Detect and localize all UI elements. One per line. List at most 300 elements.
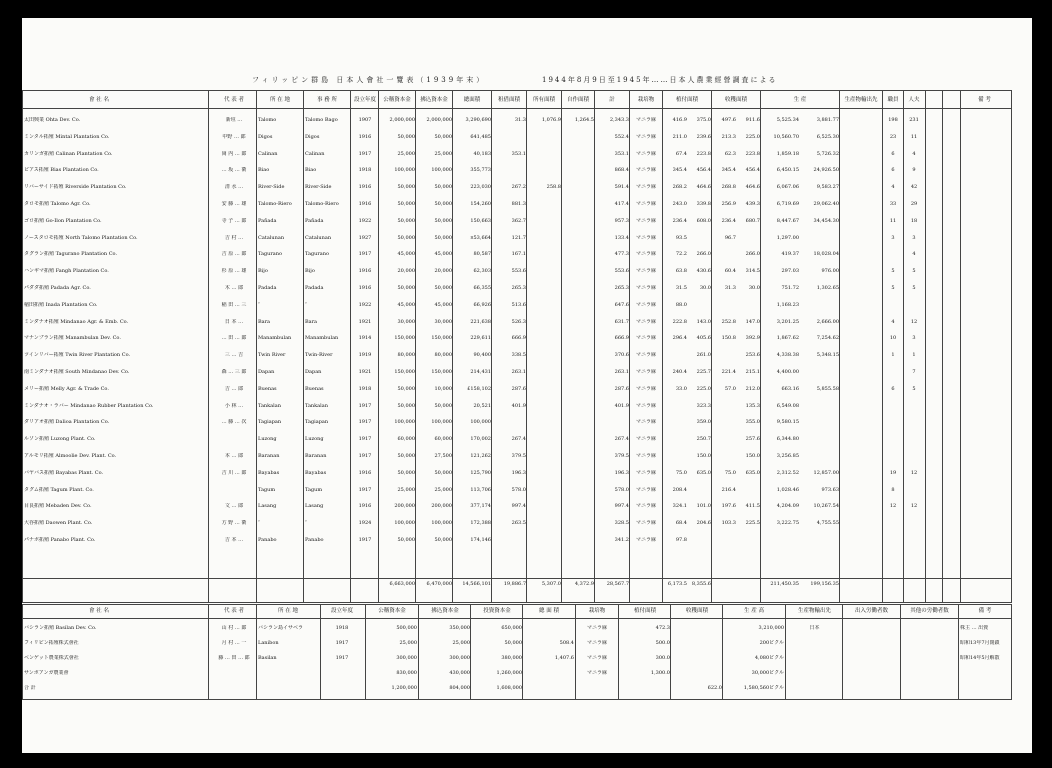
cell-area: 80,587 (473, 251, 491, 258)
table-row (22, 416, 1012, 428)
col-header-crop: 栽培物 (637, 97, 655, 103)
cell-paid: 100,000 (431, 520, 452, 527)
lower-grid-vline (958, 604, 959, 699)
cell-year: 1922 (358, 301, 372, 308)
cell-p2: 30.0 (699, 285, 711, 291)
cell-p6: 24,926.50 (813, 167, 839, 174)
lower-cell-name: 合 計 (24, 685, 36, 691)
lower-grid-vline (1011, 604, 1012, 699)
cell-p1: 208.4 (672, 486, 687, 493)
grid-vline (839, 90, 840, 602)
cell-p4: 911.6 (745, 117, 760, 123)
lower-table-row (22, 667, 1012, 679)
lower-cell-prod: 30,000ピクル (751, 670, 784, 676)
grid-vline (925, 90, 926, 602)
cell-cap: 25,000 (397, 486, 415, 493)
cell-a5: 196.3 (614, 469, 629, 476)
table-row (22, 484, 1012, 496)
grid-vline (415, 90, 416, 602)
cell-a2: 666.9 (511, 335, 526, 342)
cell-p2: 204.6 (696, 520, 711, 527)
cell-p3: 75.0 (724, 469, 736, 476)
cell-p6: 5,348.15 (816, 352, 839, 359)
cell-name: ミンダナオ拓殖 Mindanao Agr. & Emb. Co. (24, 318, 129, 325)
table-row (22, 114, 1012, 126)
cell-name: パナボ拓殖 Panabo Plant. Co. (24, 537, 96, 543)
cell-p4: 223.8 (745, 150, 760, 157)
cell-name: タロモ拓殖 Talomo Agr. Co. (24, 201, 91, 207)
cell-p4: 253.6 (745, 352, 760, 359)
cell-loc: ″ (258, 301, 260, 308)
cell-p4: 215.1 (745, 369, 760, 375)
table-row (22, 400, 1012, 412)
cell-lab: 1 (912, 352, 916, 359)
lower-table-row (22, 652, 1012, 664)
cell-paid: 80,000 (434, 352, 452, 359)
cell-a5: 552.4 (614, 133, 629, 140)
cell-lab: 7 (912, 369, 916, 375)
cell-crop: マニラ麻 (635, 520, 656, 527)
document-page (22, 18, 1032, 753)
cell-a2: 353.1 (511, 150, 526, 157)
grid-vline (711, 90, 712, 602)
cell-office: Padada (305, 285, 324, 291)
cell-cap: 100,000 (394, 520, 415, 527)
cell-a5: 265.3 (614, 285, 629, 291)
lower-cell-year: 1917 (335, 640, 349, 646)
cell-loc: ″ (258, 520, 260, 527)
grid-vline (960, 90, 961, 602)
cell-emp: 10 (889, 335, 897, 342)
cell-cap: 60,000 (397, 436, 415, 443)
lower-grid-vline (470, 604, 471, 699)
col-header-leased-land: 租借面積 (497, 97, 520, 103)
cell-lab: 42 (910, 184, 918, 191)
cell-p5: 751.72 (781, 285, 799, 291)
lower-cell-name: サンボアンガ農業會 (24, 670, 69, 676)
cell-loc: Bara (258, 318, 271, 325)
lower-cell-area: 508.4 (559, 640, 574, 646)
cell-year: 1924 (358, 520, 372, 527)
col-header-total-land: 總面積 (463, 97, 481, 103)
cell-lab: 11 (910, 133, 918, 140)
cell-office: Manambulan (305, 335, 339, 342)
cell-cap: 50,000 (397, 285, 415, 291)
cell-rep: 杉 原 … 雄 (221, 268, 247, 275)
lower-header-export: 生産物輸出先 (797, 608, 831, 614)
grid-vline (22, 90, 23, 602)
cell-area: 90,400 (473, 352, 491, 359)
cell-rep: 清 水 … (224, 184, 244, 191)
cell-year: 1917 (358, 419, 372, 426)
cell-p2: 261.0 (696, 352, 711, 359)
cell-name: 大谷拓殖 Daowen Plant. Co. (24, 520, 93, 527)
lower-header-year: 設立年度 (330, 608, 353, 614)
cell-p2: 405.6 (696, 335, 711, 342)
cell-lab: 5 (912, 268, 916, 275)
cell-p2: 608.0 (696, 217, 711, 224)
cell-crop: マニラ麻 (635, 369, 656, 375)
cell-cap: 45,000 (397, 301, 415, 308)
cell-a5: 370.6 (614, 352, 629, 359)
cell-area: 150,663 (470, 217, 491, 224)
cell-year: 1917 (358, 436, 372, 443)
col-header-representative: 代 表 者 (224, 97, 244, 103)
cell-name: 目良拓殖 Mebaden Dev. Co. (24, 503, 92, 510)
cell-a2: 287.6 (511, 385, 526, 392)
cell-a2: 167.1 (511, 251, 526, 258)
cell-rep: 方 野 … 衛 (221, 520, 247, 527)
grid-vline (303, 90, 304, 602)
lower-grid-vline (208, 604, 209, 699)
lower-cell-prod: 3,210,000 (758, 625, 784, 631)
cell-crop: マニラ麻 (635, 419, 656, 426)
cell-area: 40,183 (473, 150, 491, 157)
cell-a2: 526.3 (511, 318, 526, 325)
lower-cell-rep: 山 村 … 郎 (221, 625, 247, 631)
cell-p5: 2,312.52 (776, 469, 799, 476)
cell-lab: 29 (910, 201, 918, 207)
cell-lab: 18 (910, 217, 918, 224)
cell-lab: 3 (912, 234, 916, 241)
cell-rep: … 藤 … 次 (221, 419, 247, 426)
cell-p3: 236.4 (721, 217, 736, 224)
col-header-authorized-capital: 公稱資本金 (383, 97, 411, 103)
cell-p6: 18,028.04 (813, 251, 839, 258)
table-row (22, 265, 1012, 277)
cell-rep: 中野 … 郎 (222, 133, 246, 140)
cell-office: Talomo Bago (305, 117, 338, 123)
table-row (22, 316, 1012, 328)
cell-cap: 50,000 (397, 201, 415, 207)
totals-row (22, 578, 1012, 602)
col-header-location: 所 在 地 (270, 97, 290, 103)
total-area: 14,566,101 (462, 581, 491, 587)
cell-p4: 225.0 (745, 133, 760, 140)
cell-cap: 50,000 (397, 133, 415, 140)
cell-a2: 196.3 (511, 469, 526, 476)
lower-cell-cap: 300,000 (396, 655, 417, 661)
grid-hline (22, 90, 1012, 91)
lower-cell-remarks: 昭和13年7月閉鎖 (960, 640, 1000, 646)
cell-a5: 401.9 (614, 402, 629, 409)
cell-name: ビアス拓殖 Bias Plantation Co. (24, 167, 99, 174)
cell-paid: 50,000 (434, 285, 452, 291)
cell-office: Digos (305, 133, 320, 140)
cell-rep: 吉 川 … 郎 (221, 469, 247, 476)
cell-year: 1927 (358, 234, 372, 241)
cell-office: Luzong (305, 436, 324, 443)
cell-a5: 553.6 (614, 268, 629, 275)
cell-rep: 吉 本 … (224, 537, 244, 543)
cell-cap: 45,000 (397, 251, 415, 258)
lower-cell-paid: 300,000 (449, 655, 470, 661)
cell-rep: … 田 … 郎 (221, 335, 247, 342)
cell-p6: 29,062.40 (813, 201, 839, 207)
cell-cap: 50,000 (397, 184, 415, 191)
cell-p4: 147.0 (745, 318, 760, 325)
cell-cap: 80,000 (397, 352, 415, 359)
cell-p6: 5,855.58 (816, 385, 839, 392)
cell-loc: Tagum (258, 486, 276, 493)
lower-cell-cap: 500,000 (396, 625, 417, 631)
cell-paid: 150,000 (431, 369, 452, 375)
cell-p1: 88.0 (675, 301, 687, 308)
cell-p6: 1,302.65 (816, 285, 839, 291)
cell-lab: 231 (909, 117, 919, 123)
cell-year: 1907 (358, 117, 372, 123)
cell-paid: 27,500 (434, 453, 452, 459)
grid-vline (1011, 90, 1012, 602)
cell-area: 355,773 (470, 167, 491, 174)
cell-year: 1916 (358, 201, 372, 207)
cell-year: 1917 (358, 150, 372, 157)
lower-header-workers: 出入労働者数 (854, 608, 888, 614)
cell-a2: 267.2 (511, 184, 526, 191)
cell-p4: 314.5 (745, 268, 760, 275)
lower-header-rep: 代 表 者 (224, 608, 244, 614)
cell-p1: 63.8 (675, 268, 687, 275)
cell-area: 3,290,690 (465, 117, 491, 123)
table-row (22, 366, 1012, 378)
cell-emp: 11 (889, 217, 897, 224)
cell-office: ″ (305, 520, 307, 527)
cell-a2: 267.4 (511, 436, 526, 443)
cell-office: Pañada (305, 217, 324, 224)
grid-vline (491, 90, 492, 602)
total-a5: 28,567.7 (606, 581, 629, 587)
cell-rep: … 坂 … 衛 (221, 167, 247, 174)
cell-crop: マニラ麻 (635, 285, 656, 291)
lower-header-loc: 所 在 地 (278, 608, 298, 614)
cell-name: ツインリバー拓殖 Twin River Plantation Co. (24, 352, 131, 359)
col-header-laborers: 人夫 (908, 97, 920, 103)
total-p5: 211,450.35 (770, 581, 799, 587)
cell-lab: 4 (912, 251, 916, 258)
cell-cap: 30,000 (397, 318, 415, 325)
cell-office: Talomo-Riero (305, 201, 339, 207)
cell-emp: 12 (889, 503, 897, 510)
lower-cell-invest: 1,608,000 (496, 685, 522, 691)
cell-p5: 419.37 (781, 251, 799, 258)
lower-cell-cap: 25,000 (399, 640, 417, 646)
cell-crop: マニラ麻 (635, 133, 656, 140)
table-row (22, 148, 1012, 160)
cell-p5: 1,859.18 (776, 150, 799, 157)
cell-paid: 20,000 (434, 268, 452, 275)
cell-p2: 101.0 (696, 503, 711, 510)
cell-p6: 12,857.00 (813, 469, 839, 476)
cell-area: 62,303 (473, 268, 491, 275)
document-subtitle: 1944年8月9日至1945年……日本人農業經營調査による (542, 76, 778, 84)
cell-crop: マニラ麻 (635, 453, 656, 459)
cell-p3: 252.8 (721, 318, 736, 325)
cell-paid: 50,000 (434, 217, 452, 224)
cell-emp: 5 (891, 285, 895, 291)
cell-crop: マニラ麻 (635, 117, 656, 123)
cell-area: 174,146 (470, 537, 491, 543)
cell-cap: 2,000,000 (389, 117, 415, 123)
cell-paid: 25,000 (434, 150, 452, 157)
cell-office: Baranan (305, 453, 327, 459)
cell-office: Twin-River (305, 352, 333, 359)
cell-area: 641,485 (470, 133, 491, 140)
cell-p4: 635.0 (745, 469, 760, 476)
cell-area: 113,706 (470, 486, 491, 493)
cell-p3: 345.4 (721, 167, 736, 174)
grid-hline (22, 602, 1012, 603)
lower-grid-vline (365, 604, 366, 699)
cell-paid: 200,000 (431, 503, 452, 510)
grid-vline (662, 90, 663, 602)
cell-loc: River-Side (258, 184, 285, 191)
cell-area: 100,000 (470, 419, 491, 426)
cell-p2: 635.0 (696, 469, 711, 476)
cell-cap: 150,000 (394, 369, 415, 375)
cell-p6: 5,726.32 (816, 150, 839, 157)
lower-cell-prod: 4,080ピクル (754, 655, 784, 661)
cell-loc: Tagurano (258, 251, 282, 258)
lower-header-cap: 公稱資本金 (378, 608, 406, 614)
cell-rep: 森 … 三 郎 (221, 369, 247, 375)
cell-area: 125,790 (470, 469, 491, 476)
lower-header-other: 其他の労働者数 (910, 608, 949, 614)
col-header-remarks: 備 考 (978, 97, 991, 103)
cell-p4: 355.0 (745, 419, 760, 426)
table-row (22, 215, 1012, 227)
cell-a2: 513.6 (511, 301, 526, 308)
cell-p2: 266.0 (696, 251, 711, 258)
cell-p3: 31.3 (724, 285, 736, 291)
cell-p4: 266.0 (745, 251, 760, 258)
cell-lab: 5 (912, 385, 916, 392)
cell-name: ミンダナオ・ラバー Mindanao Rubber Plantation Co. (24, 402, 154, 409)
cell-p1: 296.4 (672, 335, 687, 342)
cell-paid: 50,000 (434, 201, 452, 207)
cell-p1: 68.4 (675, 520, 687, 527)
lower-cell-remarks: 昭和14年5月解散 (960, 655, 1000, 661)
cell-loc: Buenas (258, 385, 277, 392)
total-cap: 6,663,000 (389, 581, 415, 587)
cell-year: 1916 (358, 503, 372, 510)
col-header-paid-capital: 拂込資本金 (420, 97, 448, 103)
cell-p6: 3,881.77 (816, 117, 839, 123)
cell-lab: 12 (910, 503, 918, 510)
cell-a5: 133.4 (614, 234, 629, 241)
cell-year: 1922 (358, 217, 372, 224)
cell-p3: 497.6 (721, 117, 736, 123)
cell-crop: マニラ麻 (635, 167, 656, 174)
lower-cell-loc: バシラン島イサベラ (258, 625, 304, 631)
lower-grid-vline (670, 604, 671, 699)
cell-office: ″ (305, 301, 307, 308)
cell-area: ¤53,664 (470, 234, 491, 241)
cell-rep: 木 … 郎 (224, 285, 244, 291)
cell-p2: 456.4 (696, 167, 711, 174)
cell-paid: 45,000 (434, 251, 452, 258)
lower-header-remarks: 備 考 (978, 608, 992, 614)
cell-cap: 100,000 (394, 419, 415, 426)
table-row (22, 282, 1012, 294)
cell-rep: 三 … 吉 (224, 352, 244, 359)
table-row (22, 232, 1012, 244)
cell-p3: 197.6 (721, 503, 736, 510)
total-a3: 5,307.0 (541, 581, 561, 587)
cell-crop: マニラ麻 (635, 301, 656, 308)
cell-loc: Biao (258, 167, 270, 174)
table-row (22, 433, 1012, 445)
cell-year: 1917 (358, 537, 372, 543)
cell-a2: 379.5 (511, 453, 526, 459)
cell-a5: 353.1 (614, 150, 629, 157)
col-header-harvest-area: 收穫面積 (724, 97, 747, 103)
cell-p4: 439.3 (745, 201, 760, 207)
lower-header-crop: 栽培物 (588, 608, 606, 614)
cell-crop: マニラ麻 (635, 436, 656, 443)
cell-a5: 997.4 (614, 503, 629, 510)
cell-area: 172,388 (470, 520, 491, 527)
cell-p6: 7,254.62 (816, 335, 839, 342)
cell-p3: 268.8 (721, 184, 736, 191)
cell-area: 66,926 (473, 301, 491, 308)
cell-name: ゴロ拓殖 Go-Ilon Plantation Co. (24, 217, 102, 224)
lower-cell-planted: 500.0 (655, 640, 670, 646)
cell-year: 1919 (358, 352, 372, 359)
grid-vline (350, 90, 351, 602)
cell-p5: 8,447.67 (776, 217, 799, 224)
cell-a2: 401.9 (511, 402, 526, 409)
grid-vline (629, 90, 630, 602)
cell-a2: 553.6 (511, 268, 526, 275)
cell-p1: 268.2 (672, 184, 687, 191)
lower-header-invest: 投資資本金 (483, 608, 511, 614)
cell-p2: 430.6 (696, 268, 711, 275)
cell-cap: 50,000 (397, 217, 415, 224)
lower-grid-vline (22, 604, 23, 699)
cell-p5: 6,719.69 (776, 201, 799, 207)
cell-emp: 3 (891, 234, 895, 241)
cell-area: 214,431 (470, 369, 491, 375)
cell-p2: 339.8 (696, 201, 711, 207)
cell-crop: マニラ麻 (635, 234, 656, 241)
cell-cap: 150,000 (394, 335, 415, 342)
cell-a3: 1,076.9 (541, 117, 561, 123)
cell-office: Bara (305, 318, 318, 325)
cell-a5: 631.7 (614, 318, 629, 325)
table-row (22, 332, 1012, 344)
cell-a5: 287.6 (614, 385, 629, 392)
cell-paid: 50,000 (434, 234, 452, 241)
cell-p5: 1,297.00 (776, 234, 799, 241)
total-p1: 6,173.5 (667, 581, 687, 587)
cell-paid: 50,000 (434, 469, 452, 476)
total-p2: 8,355.6 (691, 581, 711, 587)
cell-loc: Luzong (258, 436, 277, 443)
cell-emp: 198 (888, 117, 898, 123)
cell-p4: 257.6 (745, 436, 760, 443)
cell-p4: 392.9 (745, 335, 760, 342)
cell-loc: Panabo (258, 537, 277, 543)
grid-vline (882, 90, 883, 602)
cell-loc: Digos (258, 133, 273, 140)
cell-a4: 1,264.5 (574, 117, 594, 123)
cell-year: 1917 (358, 251, 372, 258)
cell-p2: 143.0 (696, 318, 711, 325)
cell-p4: 135.3 (745, 402, 760, 409)
cell-name: タグム拓殖 Tagum Plant. Co. (24, 486, 94, 493)
cell-a2: 362.7 (511, 217, 526, 224)
cell-p1: 222.8 (672, 318, 687, 325)
